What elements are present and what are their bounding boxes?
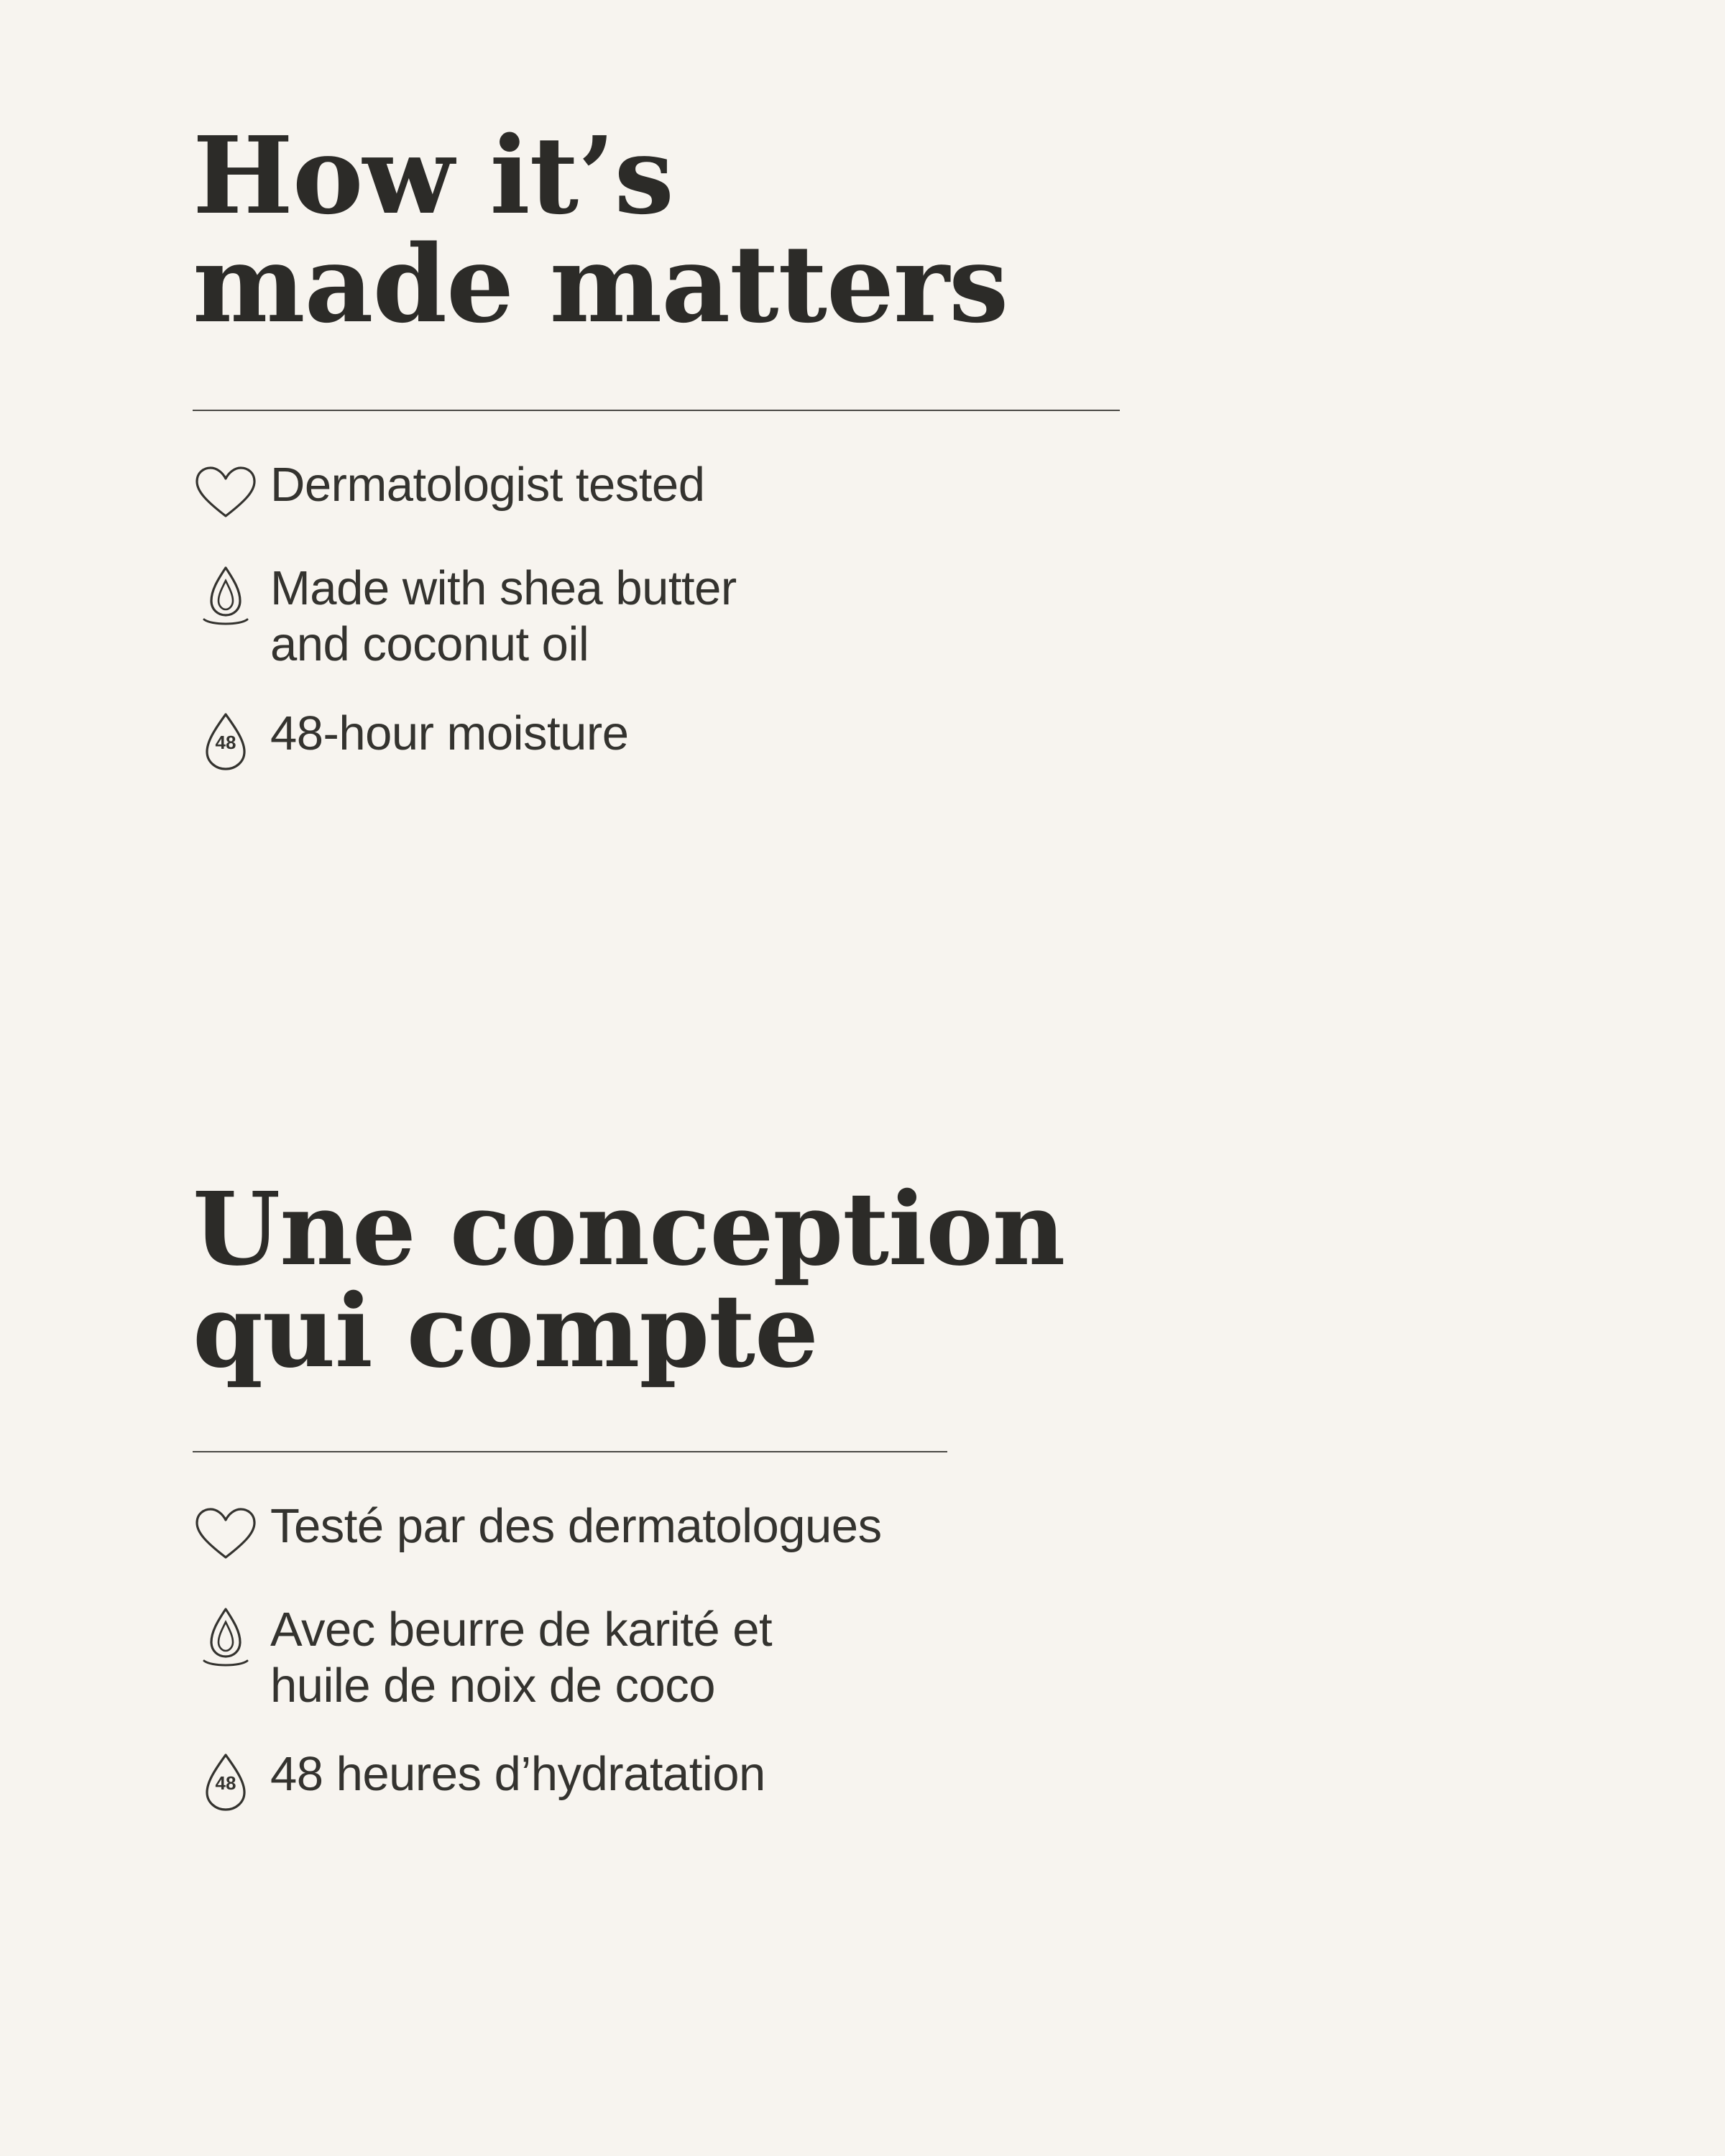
feature-line-2: and coconut oil — [270, 617, 589, 671]
droplet-48-icon — [193, 704, 270, 776]
list-item — [193, 559, 1639, 672]
feature-line-1: Dermatologist tested — [270, 458, 705, 512]
divider-english — [193, 410, 1120, 411]
feature-text — [270, 456, 704, 513]
droplet-48-icon — [193, 1745, 270, 1817]
heart-icon — [193, 1497, 270, 1569]
feature-line-1: Avec beurre de karité et — [270, 1603, 773, 1657]
headline-line-1: How it’s — [193, 113, 673, 239]
feature-line-1: 48-hour moisture — [270, 706, 629, 760]
headline-line-1: Une conception — [193, 1170, 1065, 1289]
shea-drop-icon — [193, 559, 270, 631]
shea-drop-icon — [193, 1600, 270, 1672]
droplet-badge-value: 48 — [215, 731, 236, 753]
section-french — [0, 1170, 1725, 1818]
feature-text — [270, 1600, 772, 1713]
feature-text — [270, 559, 737, 672]
list-item — [193, 1745, 1639, 1817]
feature-text — [270, 1745, 765, 1802]
heart-icon — [193, 456, 270, 528]
list-item — [193, 704, 1639, 776]
feature-text — [270, 704, 628, 762]
headline-line-2: qui compte — [193, 1273, 818, 1391]
section-english — [0, 113, 1725, 776]
feature-line-2: huile de noix de coco — [270, 1658, 715, 1713]
feature-list-english — [193, 456, 1639, 775]
divider-french — [193, 1451, 947, 1452]
headline-line-2: made matters — [193, 221, 1008, 347]
feature-list-french — [193, 1497, 1639, 1817]
feature-line-1: Made with shea butter — [270, 561, 737, 616]
list-item — [193, 456, 1639, 528]
feature-line-1: Testé par des dermatologues — [270, 1499, 882, 1554]
droplet-badge-value: 48 — [215, 1772, 236, 1795]
feature-line-1: 48 heures d’hydratation — [270, 1747, 765, 1802]
page-title-english — [193, 113, 1639, 347]
list-item — [193, 1497, 1639, 1569]
page-title-french — [193, 1170, 1639, 1391]
feature-text — [270, 1497, 882, 1554]
list-item — [193, 1600, 1639, 1713]
